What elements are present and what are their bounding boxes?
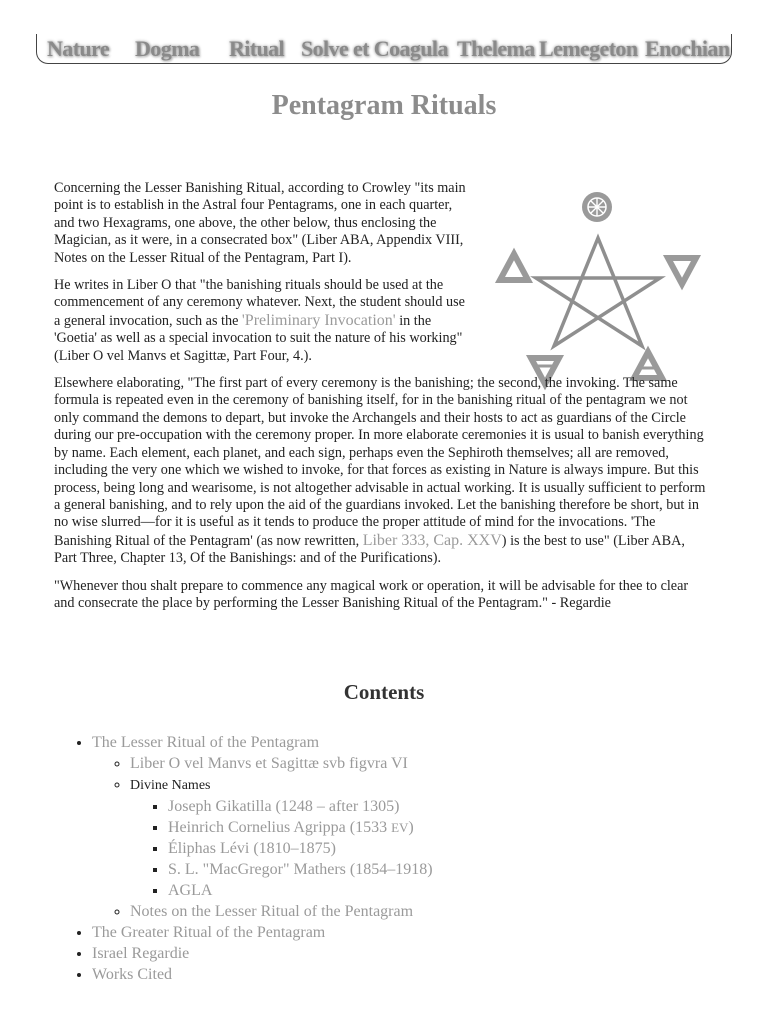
toc-label-divine-names: Divine Names (130, 778, 211, 793)
toc-item (168, 796, 712, 817)
toc-item (168, 859, 712, 880)
paragraph-text: He writes in Liber O that "the banishing rituals should be used at the commencement of any ceremony whatever. Next, the student should use a general invocation, such as the (54, 277, 465, 329)
paragraph-liber-o (54, 277, 472, 365)
nav-link-solve-et-coagula[interactable]: Solve et Coagula (301, 36, 448, 61)
toc-item (92, 943, 712, 964)
toc-item (168, 817, 712, 838)
nav-link-nature[interactable]: Nature (47, 36, 109, 61)
toc-link-mathers[interactable]: S. L. "MacGregor" Mathers (1854–1918) (168, 861, 433, 878)
toc-link-agrippa[interactable] (168, 819, 414, 836)
toc-link-israel-regardie[interactable]: Israel Regardie (92, 945, 190, 962)
nav-link-dogma[interactable]: Dogma (135, 36, 200, 61)
toc-link-era: EV (391, 820, 409, 835)
page-title: Pentagram Rituals (271, 90, 497, 121)
paragraph-text: ) is the best to use" (Liber ABA, Part Three, Chapter 13, Of the Banishings: and of the Purifications). (54, 532, 685, 567)
toc-item (92, 964, 712, 985)
nav-link-ritual[interactable]: Ritual (229, 36, 285, 61)
toc-item (92, 922, 712, 943)
toc-link-levi[interactable]: Éliphas Lévi (1810–1875) (168, 840, 336, 857)
toc-link-text: Heinrich Cornelius Agrippa (1533 (168, 819, 392, 836)
toc-link-greater-ritual[interactable]: The Greater Ritual of the Pentagram (92, 924, 326, 941)
paragraph-elsewhere (54, 375, 710, 567)
toc-item (168, 838, 712, 859)
toc-link-notes[interactable]: Notes on the Lesser Ritual of the Pentagram (130, 903, 414, 920)
toc-link-gikatilla[interactable]: Joseph Gikatilla (1248 – after 1305) (168, 798, 400, 815)
top-navigation (36, 34, 732, 64)
toc-link-agla[interactable]: AGLA (168, 882, 213, 899)
nav-link-thelema[interactable]: Thelema (457, 36, 535, 61)
paragraph-lesser-banishing: Concerning the Lesser Banishing Ritual, according to Crowley "its main point is to establish in the Astral four Pentagrams, one in each quarter, and two Hexagrams, one above, the other below, thus enclosing the Magician, as it were, in a consecrated box" (Liber ABA, Appendix VIII, Notes on the Lesser Ritual of the Pentagram, Part I). (54, 180, 466, 266)
table-of-contents (92, 732, 712, 985)
toc-link-liber-o[interactable]: Liber O vel Manvs et Sagittæ svb figvra VI (130, 755, 408, 772)
paragraph-regardie-quote: "Whenever thou shalt prepare to commence any magical work or operation, it will be advisable for thee to clear and consecrate the place by performing the Lesser Banishing Ritual of the Pentagram." - Regardie (54, 577, 689, 611)
toc-item (130, 901, 712, 922)
toc-item (130, 774, 712, 901)
liber-333-link[interactable]: Liber 333, Cap. XXV (362, 531, 502, 549)
toc-link-text: ) (408, 819, 414, 836)
toc-item (130, 753, 712, 774)
article-body (54, 180, 710, 622)
toc-item (168, 880, 712, 901)
contents-heading: Contents (343, 680, 425, 704)
preliminary-invocation-link[interactable]: 'Preliminary Invocation' (241, 311, 396, 329)
toc-link-lesser-ritual[interactable]: The Lesser Ritual of the Pentagram (92, 734, 320, 751)
paragraph-text: in the 'Goetia' as well as a special invocation to suit the nature of his working" (Liber O vel Manvs et Sagittæ, Part Four, 4.). (54, 312, 463, 364)
nav-link-enochian[interactable]: Enochian (645, 36, 730, 61)
toc-link-works-cited[interactable]: Works Cited (92, 966, 173, 983)
toc-item (92, 732, 712, 922)
nav-link-lemegeton[interactable]: Lemegeton (539, 36, 638, 61)
paragraph-text: Elsewhere elaborating, "The first part of every ceremony is the banishing; the second, the invoking. The same formula is repeated even in the ceremony of banishing itself, for in the banishing ritual of the pentagram we not only command the demons to depart, but invoke the Archangels and their hosts to act as guardians of the Circle during our pre-occupation with the ceremony proper. In more elaborate ceremonies it is usual to banish everything by name. Each element, each planet, and each sign, perhaps even the Sephiroth themselves; all are removed, including the very one which we wished to invoke, for that forces as existing in Nature is always impure. But this process, being long and wearisome, is not altogether advisable in actual working. It is usually sufficient to perform a general banishing, and to rely upon the aid of the guardians invoked. Let the banishing therefore be short, but in no wise slurred—for it is useful as it tends to produce the proper attitude of mind for the invocations. 'The Banishing Ritual of the Pentagram' (as now rewritten, (54, 375, 706, 549)
